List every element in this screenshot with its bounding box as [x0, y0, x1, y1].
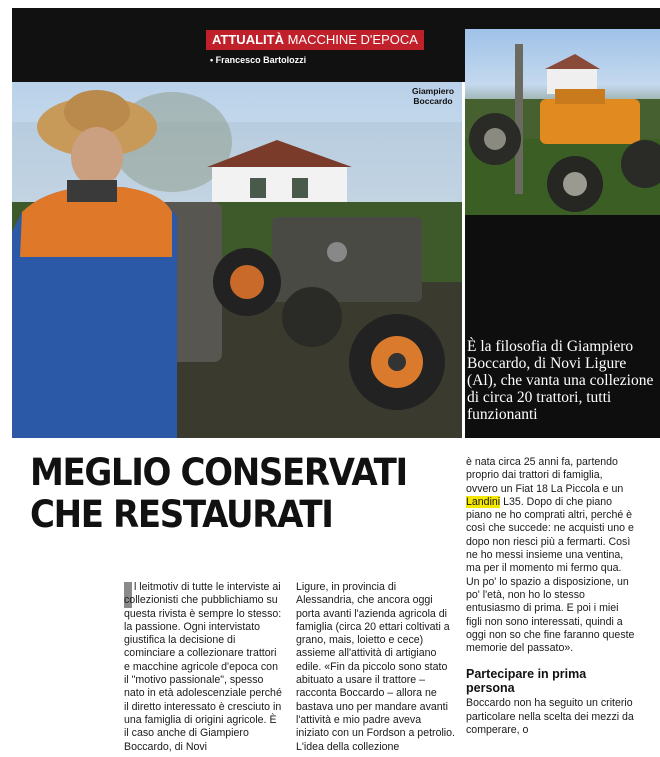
body-column-3-after: L35. Dopo di che piano piano ne ho comprati altri, perché è così che succede: ne acquisti uno e dopo non riesci più a fermarti. Così ne ho messi insieme una ventina, ma per il momento mi fermo qua. Un po' lo spazio a disposizione, un po' l'età, non ho lo stesso entusiasmo di prima. E poi i miei figli non sono interessati, quindi a oggi non so che fine faranno queste memorie del passato».: [466, 495, 635, 655]
section-tag-bold: ATTUALITÀ: [212, 32, 284, 47]
section-tag-rest: MACCHINE D'EPOCA: [283, 32, 418, 47]
author-byline: • Francesco Bartolozzi: [210, 55, 307, 65]
photo-credit: Giampiero Boccardo: [411, 86, 455, 106]
body-column-3-text: [466, 456, 636, 655]
main-photo-illustration: [12, 82, 462, 438]
side-photo-illustration: [465, 29, 660, 215]
body-column-3: [466, 456, 636, 737]
photo-caption: È la filosofia di Giampiero Boccardo, di Novi Ligure (Al), che vanta una collezione di circa 20 trattori, tutti funzionanti: [467, 338, 654, 423]
side-photo: [465, 29, 660, 215]
body-column-1-text: l leitmotiv di tutte le interviste ai collezionisti che pubblichiamo su questa rivista è sempre lo stesso: la passione. Ogni intervistato giustifica la decisione di cominciare a collezionare trattori e macchine agricole d'epoca con il "motivo passionale", spesso nato in età adolescenziale perché il diretto interessato è cresciuto in una famiglia di origini agricole. È il caso anche di Giampiero Boccardo, di Novi: [124, 581, 282, 753]
article-headline: [30, 452, 416, 536]
body-column-2: [296, 581, 456, 754]
highlighted-word: Landini: [466, 495, 501, 508]
headline-line-2: CHE RESTAURATI: [30, 493, 333, 536]
main-photo: [12, 82, 462, 438]
body-column-1: [124, 581, 284, 754]
subheading: Partecipare in prima persona: [466, 667, 587, 696]
body-column-2-text: Ligure, in provincia di Alessandria, che ancora oggi porta avanti l'azienda agricola di famiglia (circa 20 ettari coltivati a grano, mais, loietto e cece) assieme all'attività di artigiano edile. «Fin da piccolo sono stato abituato a usare il trattore – racconta Boccardo – allora ne bastava uno per mandare avanti l'attività e mio padre aveva iniziato con un Fordson a petrolio. L'idea della collezione: [296, 581, 455, 753]
body-column-3-before: è nata circa 25 anni fa, partendo proprio dai trattori di famiglia, ovvero un Fiat 18 La Piccola e un: [466, 456, 624, 495]
body-column-3-tail: Boccardo non ha seguito un criterio particolare nella scelta dei mezzi da comperare, o: [466, 697, 634, 737]
section-tag: [206, 30, 424, 50]
headline-line-1: MEGLIO CONSERVATI: [30, 451, 407, 494]
